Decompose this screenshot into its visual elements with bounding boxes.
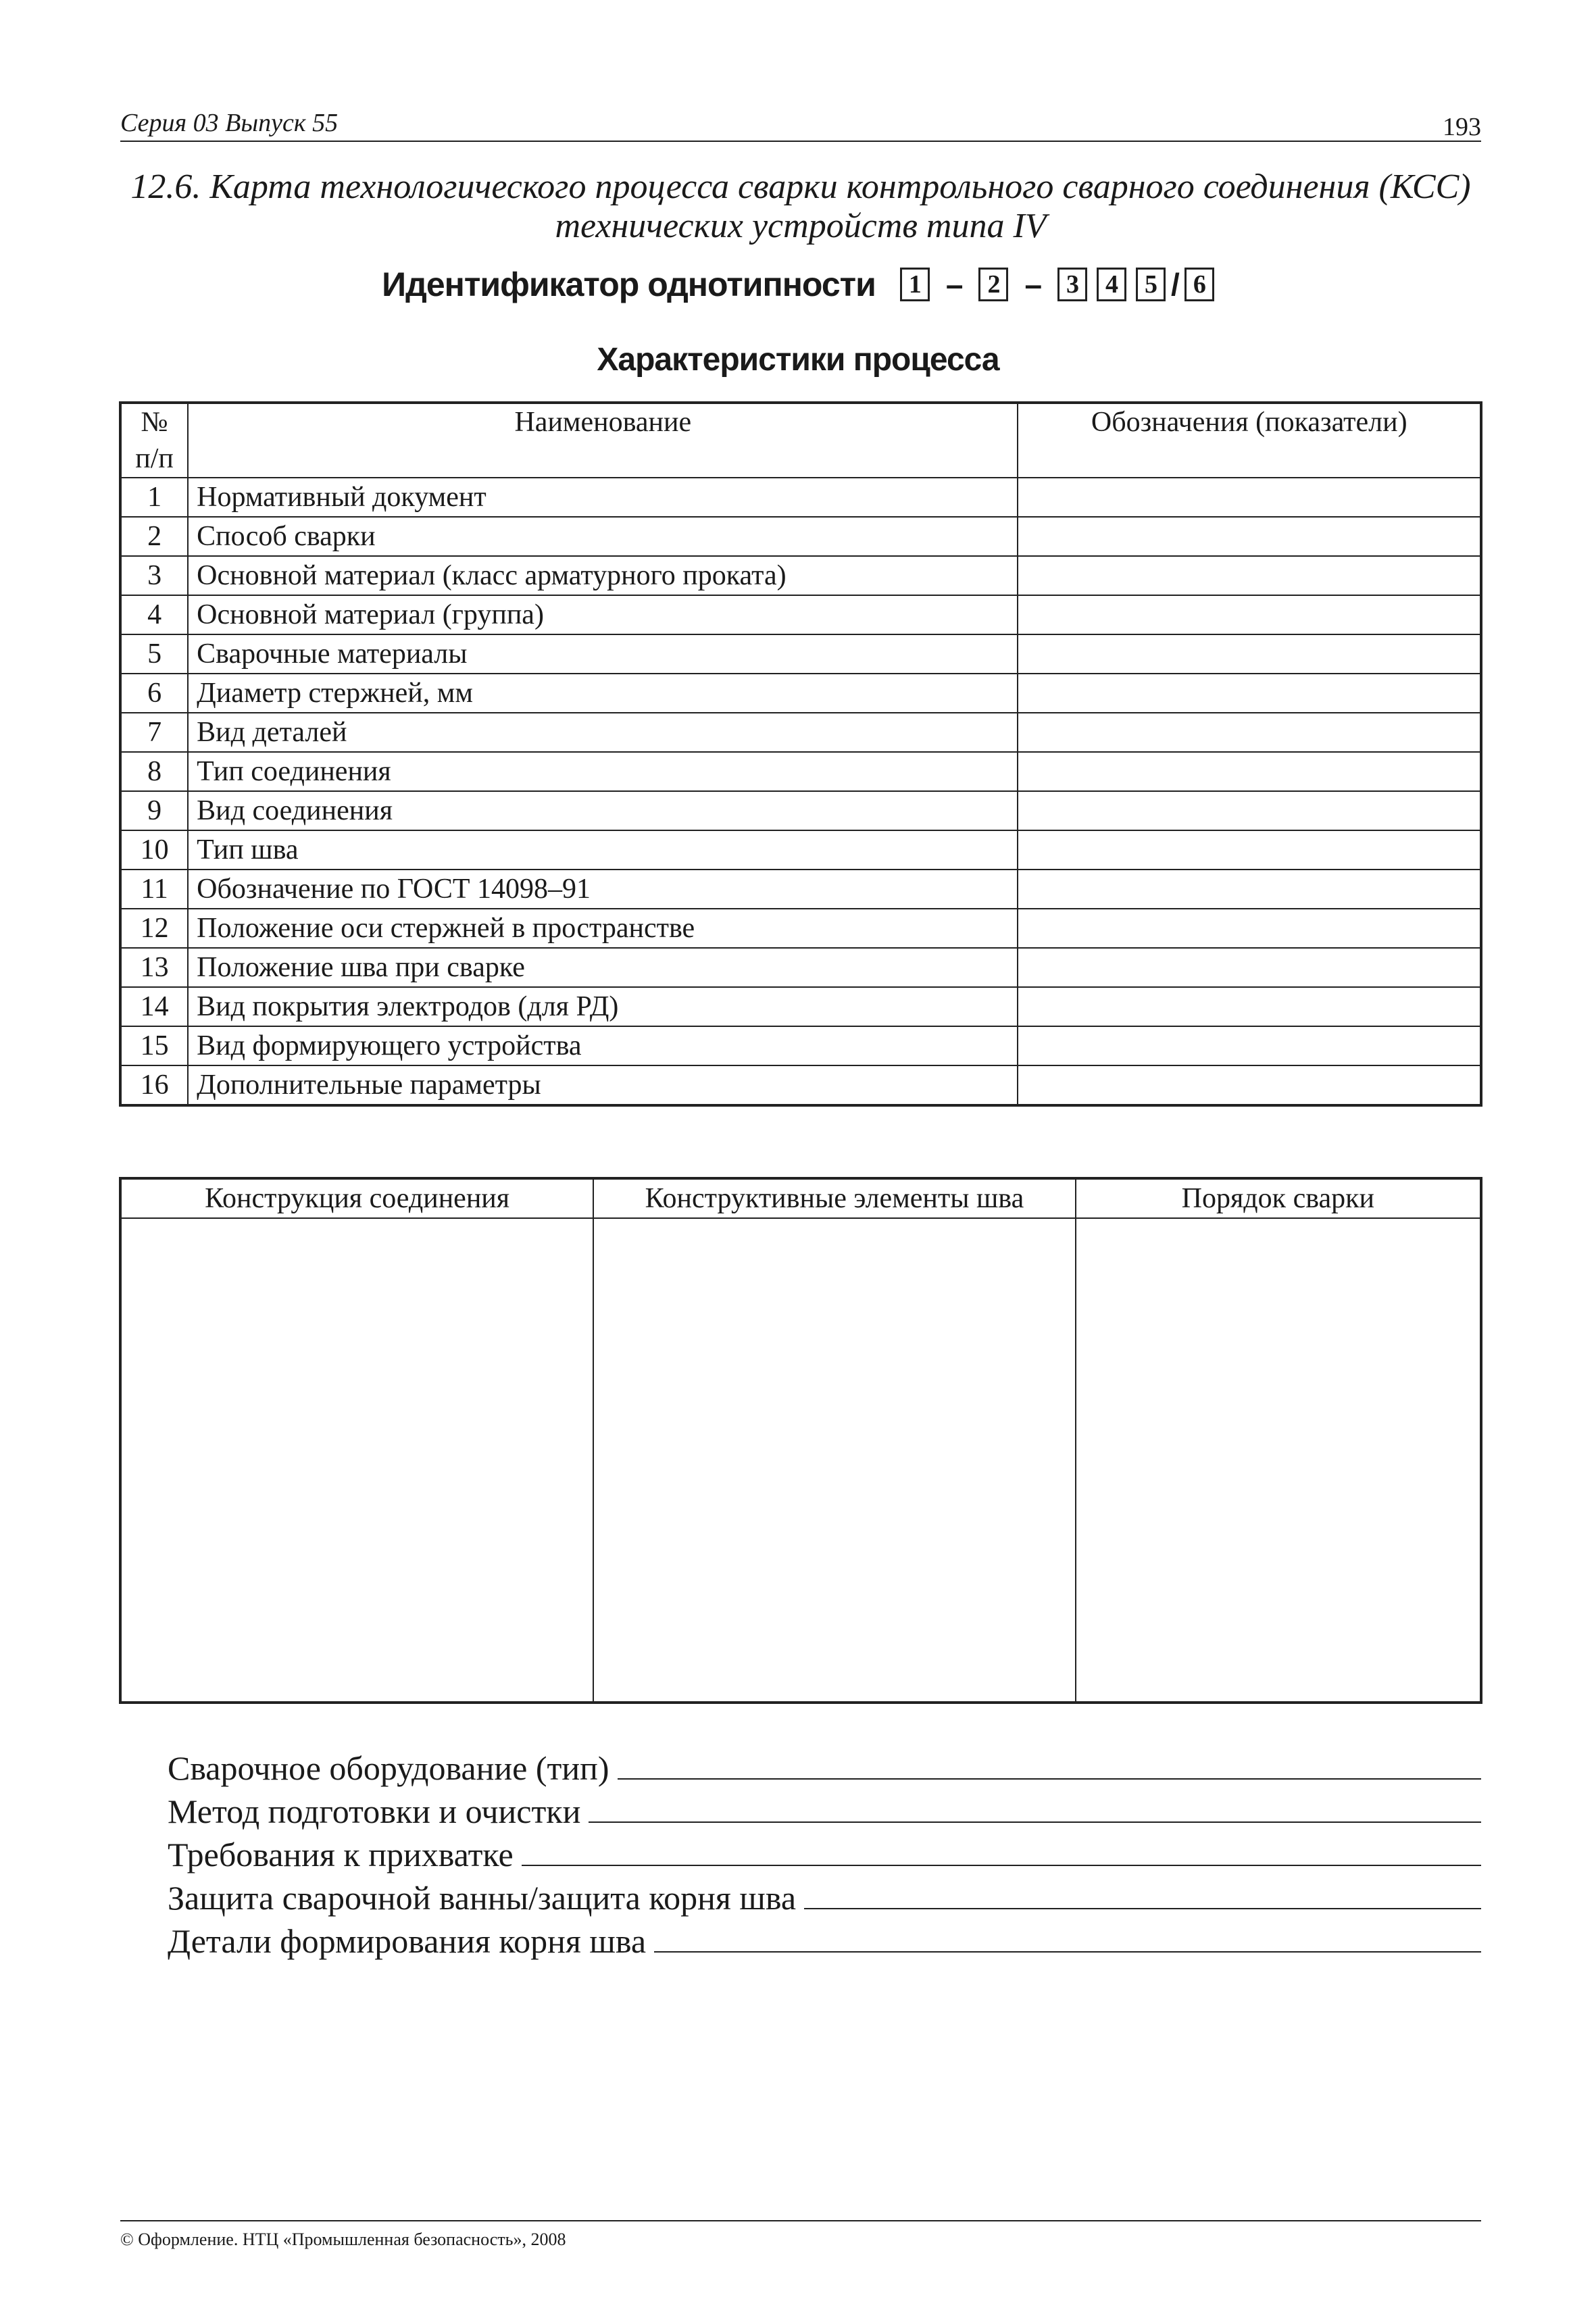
row-number: 8 xyxy=(121,752,188,791)
identifier-box-1: 1 xyxy=(900,268,930,301)
row-name: Основной материал (группа) xyxy=(188,595,1018,634)
row-value-cell[interactable] xyxy=(1018,634,1480,674)
construction-header-row xyxy=(121,1179,1480,1218)
characteristics-table xyxy=(120,403,1481,1105)
row-number: 10 xyxy=(121,830,188,870)
row-number: 1 xyxy=(121,478,188,517)
row-name: Вид формирующего устройства xyxy=(188,1026,1018,1065)
identifier-box-6: 6 xyxy=(1184,268,1214,301)
identifier-dash: – xyxy=(945,267,963,302)
row-name: Вид покрытия электродов (для РД) xyxy=(188,987,1018,1026)
row-number: 9 xyxy=(121,791,188,830)
copyright-text: © Оформление. НТЦ «Промышленная безопасность», 2008 xyxy=(120,2230,566,2249)
table-row xyxy=(121,752,1480,791)
row-value-cell[interactable] xyxy=(1018,870,1480,909)
field-label: Защита сварочной ванны/защита корня шва xyxy=(168,1879,797,1917)
row-name: Сварочные материалы xyxy=(188,634,1018,674)
row-value-cell[interactable] xyxy=(1018,1065,1480,1105)
fill-in-line[interactable] xyxy=(654,1951,1481,1953)
identifier-row xyxy=(0,265,1596,304)
identifier-box-4: 4 xyxy=(1097,268,1126,301)
header-seam-elements: Конструктивные элементы шва xyxy=(593,1179,1075,1218)
table-row xyxy=(121,987,1480,1026)
fill-in-line[interactable] xyxy=(618,1778,1482,1780)
table-row xyxy=(121,1065,1480,1105)
identifier-label: Идентификатор однотипности xyxy=(382,266,876,303)
table-row xyxy=(121,909,1480,948)
row-name: Основной материал (класс арматурного проката) xyxy=(188,556,1018,595)
row-value-cell[interactable] xyxy=(1018,987,1480,1026)
table-row xyxy=(121,634,1480,674)
page-number: 193 xyxy=(1443,113,1481,141)
table-row xyxy=(121,948,1480,987)
identifier-slash: / xyxy=(1171,267,1179,302)
header-number xyxy=(121,403,188,478)
header-name: Наименование xyxy=(188,403,1018,478)
table-row xyxy=(121,674,1480,713)
row-number: 4 xyxy=(121,595,188,634)
row-name: Нормативный документ xyxy=(188,478,1018,517)
field-preparation xyxy=(168,1788,1481,1831)
page-footer xyxy=(120,2220,1481,2249)
table-row xyxy=(121,791,1480,830)
row-value-cell[interactable] xyxy=(1018,1026,1480,1065)
row-name: Положение шва при сварке xyxy=(188,948,1018,987)
row-number: 16 xyxy=(121,1065,188,1105)
identifier-box-5: 5 xyxy=(1136,268,1166,301)
document-title-line-2: технических устройств типа IV xyxy=(555,207,1047,245)
field-label: Метод подготовки и очистки xyxy=(168,1792,581,1830)
field-label: Требования к прихватке xyxy=(168,1836,514,1873)
document-title-line-1: 12.6. Карта технологического процесса сварки контрольного сварного соединения (КСС) xyxy=(130,168,1471,206)
field-label: Детали формирования корня шва xyxy=(168,1922,647,1960)
row-value-cell[interactable] xyxy=(1018,948,1480,987)
series-label: Серия 03 Выпуск 55 xyxy=(120,109,339,137)
row-number: 3 xyxy=(121,556,188,595)
row-name: Диаметр стержней, мм xyxy=(188,674,1018,713)
row-name: Тип соединения xyxy=(188,752,1018,791)
row-value-cell[interactable] xyxy=(1018,674,1480,713)
row-name: Положение оси стержней в пространстве xyxy=(188,909,1018,948)
row-value-cell[interactable] xyxy=(1018,556,1480,595)
row-number: 2 xyxy=(121,517,188,556)
header-number-line1: № xyxy=(141,407,168,438)
row-name: Вид деталей xyxy=(188,713,1018,752)
field-protection xyxy=(168,1874,1481,1917)
row-value-cell[interactable] xyxy=(1018,595,1480,634)
header-number-line2: п/п xyxy=(135,443,174,474)
table-row xyxy=(121,830,1480,870)
row-number: 5 xyxy=(121,634,188,674)
field-tack xyxy=(168,1831,1481,1874)
header-welding-order: Порядок сварки xyxy=(1076,1179,1480,1218)
seam-elements-cell[interactable] xyxy=(593,1218,1075,1702)
table-row xyxy=(121,713,1480,752)
row-number: 13 xyxy=(121,948,188,987)
row-number: 7 xyxy=(121,713,188,752)
row-number: 11 xyxy=(121,870,188,909)
identifier-dash: – xyxy=(1024,267,1042,302)
row-number: 14 xyxy=(121,987,188,1026)
welding-order-cell[interactable] xyxy=(1076,1218,1480,1702)
row-name: Обозначение по ГОСТ 14098–91 xyxy=(188,870,1018,909)
row-number: 12 xyxy=(121,909,188,948)
row-value-cell[interactable] xyxy=(1018,752,1480,791)
table-row xyxy=(121,478,1480,517)
table-row xyxy=(121,556,1480,595)
row-value-cell[interactable] xyxy=(1018,517,1480,556)
row-value-cell[interactable] xyxy=(1018,791,1480,830)
row-number: 15 xyxy=(121,1026,188,1065)
fill-in-line[interactable] xyxy=(804,1908,1481,1909)
fill-in-line[interactable] xyxy=(589,1821,1481,1823)
header-construction: Конструкция соединения xyxy=(121,1179,593,1218)
row-value-cell[interactable] xyxy=(1018,830,1480,870)
row-number: 6 xyxy=(121,674,188,713)
row-value-cell[interactable] xyxy=(1018,478,1480,517)
field-root-details xyxy=(168,1917,1481,1961)
page-header xyxy=(120,107,1481,142)
section-subtitle: Характеристики процесса xyxy=(597,342,999,378)
fill-in-line[interactable] xyxy=(522,1865,1481,1866)
identifier-box-2: 2 xyxy=(978,268,1008,301)
construction-cell[interactable] xyxy=(121,1218,593,1702)
fill-in-fields xyxy=(168,1744,1481,1961)
row-name: Способ сварки xyxy=(188,517,1018,556)
row-name: Тип шва xyxy=(188,830,1018,870)
construction-table xyxy=(120,1178,1481,1703)
table-row xyxy=(121,870,1480,909)
table-row xyxy=(121,595,1480,634)
construction-body-row xyxy=(121,1218,1480,1702)
table-header-row xyxy=(121,403,1480,478)
identifier-box-3: 3 xyxy=(1057,268,1087,301)
field-equipment xyxy=(168,1744,1481,1788)
row-name: Дополнительные параметры xyxy=(188,1065,1018,1105)
row-value-cell[interactable] xyxy=(1018,909,1480,948)
table-row xyxy=(121,517,1480,556)
row-name: Вид соединения xyxy=(188,791,1018,830)
row-value-cell[interactable] xyxy=(1018,713,1480,752)
field-label: Сварочное оборудование (тип) xyxy=(168,1749,609,1787)
table-row xyxy=(121,1026,1480,1065)
header-value: Обозначения (показатели) xyxy=(1018,403,1480,478)
